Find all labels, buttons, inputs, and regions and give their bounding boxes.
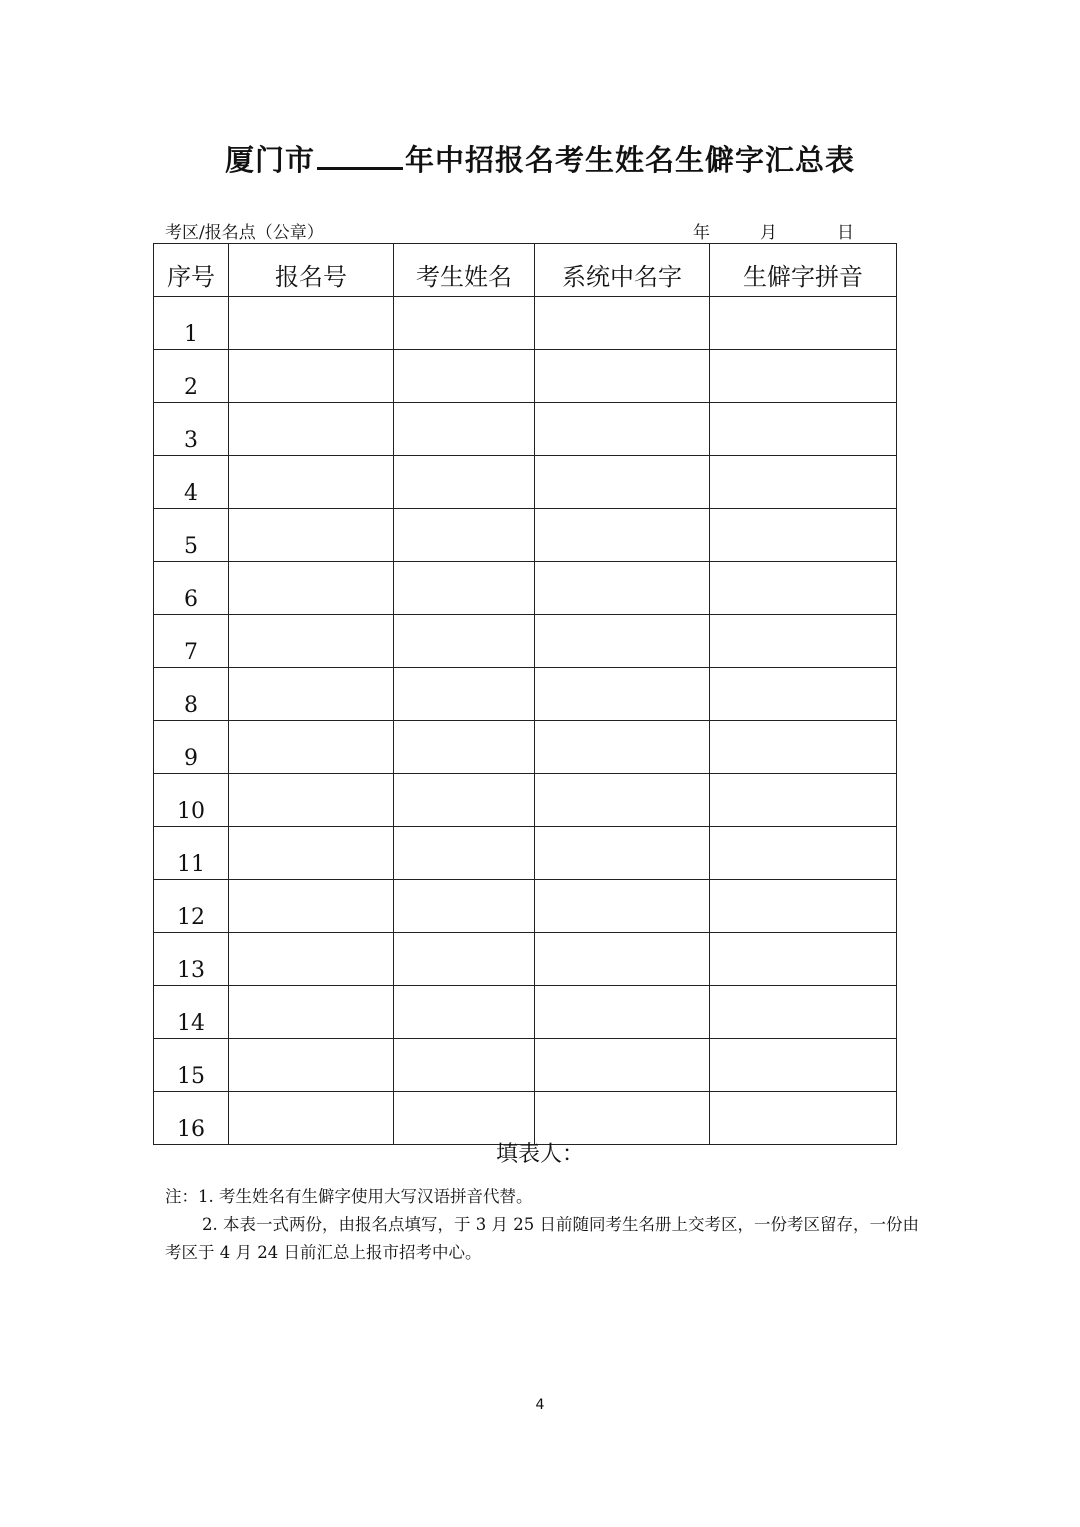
candidate-name-cell[interactable] xyxy=(394,721,535,774)
row-serial-number: 3 xyxy=(154,403,229,456)
table-row xyxy=(154,509,897,562)
system-name-cell[interactable] xyxy=(535,615,710,668)
table-row xyxy=(154,668,897,721)
rare-char-pinyin-cell[interactable] xyxy=(710,668,897,721)
table-row xyxy=(154,562,897,615)
rare-char-pinyin-cell[interactable] xyxy=(710,456,897,509)
system-name-cell[interactable] xyxy=(535,774,710,827)
row-serial-number: 16 xyxy=(154,1092,229,1145)
row-serial-number: 15 xyxy=(154,1039,229,1092)
system-name-cell[interactable] xyxy=(535,880,710,933)
registration-number-cell[interactable] xyxy=(229,350,394,403)
candidate-name-cell[interactable] xyxy=(394,297,535,350)
table-header-row xyxy=(154,244,897,297)
summary-table xyxy=(153,243,897,1145)
registration-number-cell[interactable] xyxy=(229,721,394,774)
table-row xyxy=(154,350,897,403)
system-name-cell[interactable] xyxy=(535,297,710,350)
candidate-name-cell[interactable] xyxy=(394,509,535,562)
registration-number-cell[interactable] xyxy=(229,509,394,562)
system-name-cell[interactable] xyxy=(535,1039,710,1092)
row-serial-number: 11 xyxy=(154,827,229,880)
row-serial-number: 2 xyxy=(154,350,229,403)
rare-char-pinyin-cell[interactable] xyxy=(710,350,897,403)
system-name-cell[interactable] xyxy=(535,403,710,456)
table-row xyxy=(154,456,897,509)
rare-char-pinyin-cell[interactable] xyxy=(710,403,897,456)
registration-number-cell[interactable] xyxy=(229,933,394,986)
rare-char-pinyin-cell[interactable] xyxy=(710,297,897,350)
rare-char-pinyin-cell[interactable] xyxy=(710,933,897,986)
title-prefix: 厦门市 xyxy=(224,143,315,177)
table-row xyxy=(154,403,897,456)
registration-number-cell[interactable] xyxy=(229,827,394,880)
table-row xyxy=(154,297,897,350)
rare-char-pinyin-cell[interactable] xyxy=(710,827,897,880)
row-serial-number: 12 xyxy=(154,880,229,933)
row-serial-number: 5 xyxy=(154,509,229,562)
day-label: 日 xyxy=(837,223,854,243)
candidate-name-cell[interactable] xyxy=(394,880,535,933)
registration-number-cell[interactable] xyxy=(229,986,394,1039)
row-serial-number: 14 xyxy=(154,986,229,1039)
rare-char-pinyin-cell[interactable] xyxy=(710,1039,897,1092)
row-serial-number: 6 xyxy=(154,562,229,615)
row-serial-number: 10 xyxy=(154,774,229,827)
page-title xyxy=(0,138,1080,179)
row-serial-number: 8 xyxy=(154,668,229,721)
row-serial-number: 9 xyxy=(154,721,229,774)
registration-number-cell[interactable] xyxy=(229,774,394,827)
candidate-name-cell[interactable] xyxy=(394,615,535,668)
system-name-cell[interactable] xyxy=(535,721,710,774)
system-name-cell[interactable] xyxy=(535,456,710,509)
registration-number-cell[interactable] xyxy=(229,1039,394,1092)
row-serial-number: 1 xyxy=(154,297,229,350)
rare-char-pinyin-cell[interactable] xyxy=(710,509,897,562)
candidate-name-cell[interactable] xyxy=(394,827,535,880)
row-serial-number: 13 xyxy=(154,933,229,986)
subheader xyxy=(165,218,865,242)
registration-number-cell[interactable] xyxy=(229,297,394,350)
system-name-cell[interactable] xyxy=(535,827,710,880)
table-row xyxy=(154,1039,897,1092)
rare-char-pinyin-cell[interactable] xyxy=(710,615,897,668)
notes xyxy=(165,1183,920,1267)
note-2: 2. 本表一式两份，由报名点填写，于 3 月 25 日前随同考生名册上交考区，一份考区留存，一份由考区于 4 月 24 日前汇总上报市招考中心。 xyxy=(165,1215,919,1262)
rare-char-pinyin-cell[interactable] xyxy=(710,721,897,774)
rare-char-pinyin-cell[interactable] xyxy=(710,774,897,827)
candidate-name-cell[interactable] xyxy=(394,456,535,509)
registration-number-cell[interactable] xyxy=(229,615,394,668)
candidate-name-cell[interactable] xyxy=(394,1039,535,1092)
registration-number-cell[interactable] xyxy=(229,456,394,509)
form-filler-label: 填表人： xyxy=(495,1142,584,1167)
note-1: 注：1. 考生姓名有生僻字使用大写汉语拼音代替。 xyxy=(165,1187,533,1206)
system-name-cell[interactable] xyxy=(535,562,710,615)
system-name-cell[interactable] xyxy=(535,350,710,403)
candidate-name-cell[interactable] xyxy=(394,668,535,721)
system-name-cell[interactable] xyxy=(535,668,710,721)
system-name-cell[interactable] xyxy=(535,986,710,1039)
table-row xyxy=(154,986,897,1039)
candidate-name-cell[interactable] xyxy=(394,933,535,986)
rare-char-pinyin-cell[interactable] xyxy=(710,880,897,933)
table-row xyxy=(154,721,897,774)
candidate-name-cell[interactable] xyxy=(394,986,535,1039)
page-number: 4 xyxy=(535,1397,545,1413)
registration-number-cell[interactable] xyxy=(229,403,394,456)
year-label: 年 xyxy=(693,223,710,243)
candidate-name-cell[interactable] xyxy=(394,562,535,615)
row-serial-number: 7 xyxy=(154,615,229,668)
header-registration-number: 报名号 xyxy=(229,244,394,297)
rare-char-pinyin-cell[interactable] xyxy=(710,986,897,1039)
unit-seal-label: 考区/报名点（公章） xyxy=(165,223,324,243)
year-blank-field[interactable] xyxy=(317,139,403,170)
candidate-name-cell[interactable] xyxy=(394,403,535,456)
table-row xyxy=(154,933,897,986)
rare-char-pinyin-cell[interactable] xyxy=(710,562,897,615)
header-system-name: 系统中名字 xyxy=(535,244,710,297)
system-name-cell[interactable] xyxy=(535,933,710,986)
registration-number-cell[interactable] xyxy=(229,562,394,615)
system-name-cell[interactable] xyxy=(535,509,710,562)
row-serial-number: 4 xyxy=(154,456,229,509)
table-body xyxy=(154,297,897,1145)
table-row xyxy=(154,615,897,668)
table-row xyxy=(154,880,897,933)
candidate-name-cell[interactable] xyxy=(394,774,535,827)
registration-number-cell[interactable] xyxy=(229,880,394,933)
table-row xyxy=(154,774,897,827)
header-candidate-name: 考生姓名 xyxy=(394,244,535,297)
header-serial: 序号 xyxy=(154,244,229,297)
title-suffix: 年中招报名考生姓名生僻字汇总表 xyxy=(405,143,856,177)
registration-number-cell[interactable] xyxy=(229,668,394,721)
header-rare-char-pinyin: 生僻字拼音 xyxy=(710,244,897,297)
month-label: 月 xyxy=(760,223,777,243)
candidate-name-cell[interactable] xyxy=(394,350,535,403)
table-row xyxy=(154,827,897,880)
